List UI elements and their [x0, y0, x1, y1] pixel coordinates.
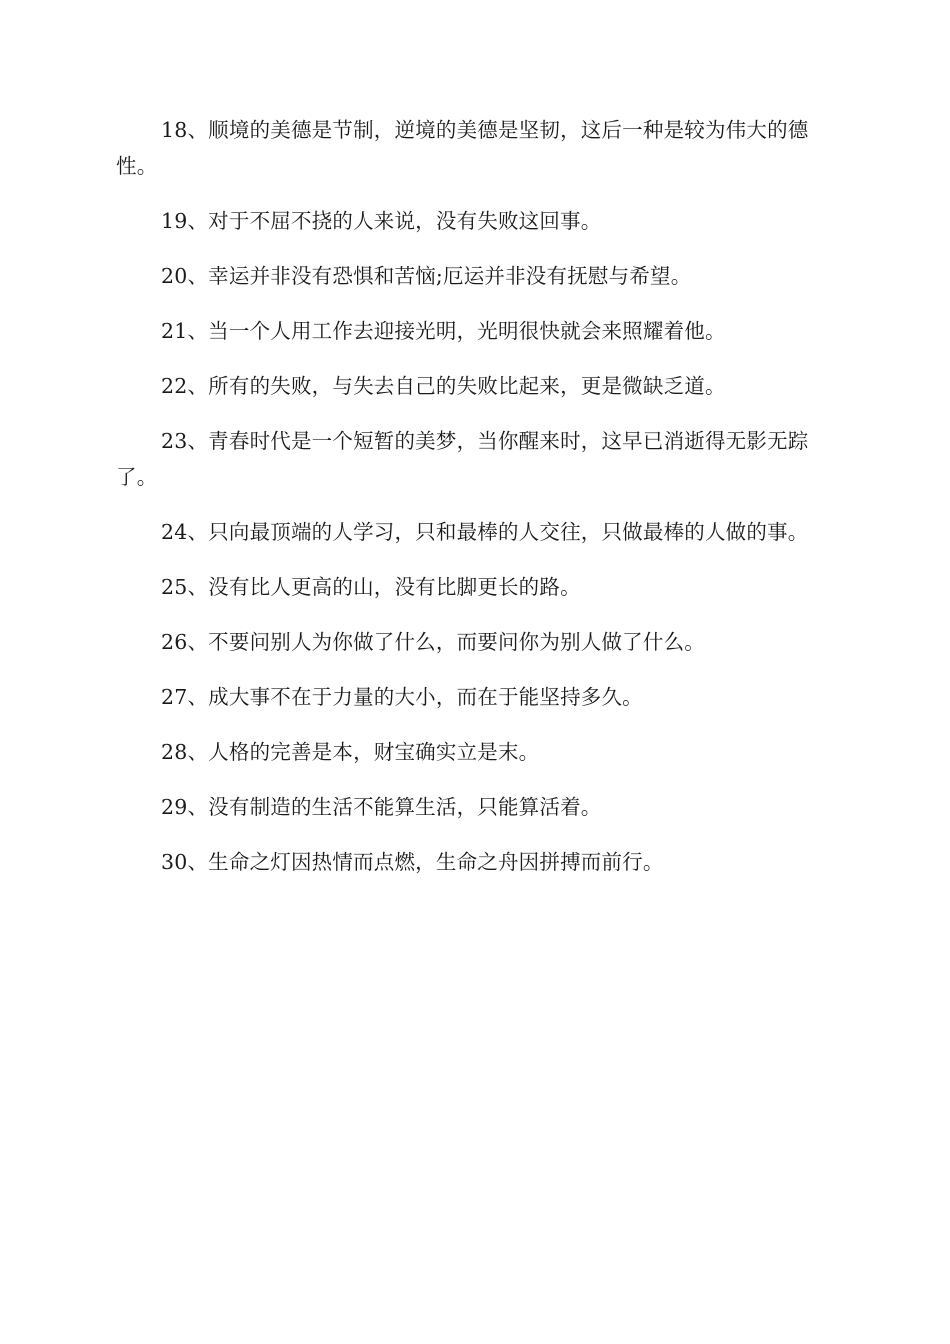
paragraph-20: 20、幸运并非没有恐惧和苦恼;厄运并非没有抚慰与希望。	[161, 264, 692, 288]
paragraph-26: 26、不要问别人为你做了什么，而要问你为别人做了什么。	[161, 630, 705, 654]
paragraph-18: 18、顺境的美德是节制，逆境的美德是坚韧，这后一种是较为伟大的德性。	[116, 118, 809, 178]
paragraph-25: 25、没有比人更高的山，没有比脚更长的路。	[161, 575, 581, 599]
paragraph-21: 21、当一个人用工作去迎接光明，光明很快就会来照耀着他。	[161, 319, 726, 343]
paragraph-27: 27、成大事不在于力量的大小，而在于能坚持多久。	[161, 685, 643, 709]
paragraph-22: 22、所有的失败，与失去自己的失败比起来，更是微缺乏道。	[161, 374, 726, 398]
document-body	[116, 112, 832, 899]
paragraph-29: 29、没有制造的生活不能算生活，只能算活着。	[161, 795, 602, 819]
paragraph-19: 19、对于不屈不挠的人来说，没有失败这回事。	[161, 209, 602, 233]
paragraph-28: 28、人格的完善是本，财宝确实立是末。	[161, 740, 540, 764]
paragraph-23: 23、青春时代是一个短暂的美梦，当你醒来时，这早已消逝得无影无踪了。	[116, 429, 809, 489]
paragraph-30: 30、生命之灯因热情而点燃，生命之舟因拼搏而前行。	[161, 850, 664, 874]
paragraph-24: 24、只向最顶端的人学习，只和最棒的人交往，只做最棒的人做的事。	[161, 520, 809, 544]
